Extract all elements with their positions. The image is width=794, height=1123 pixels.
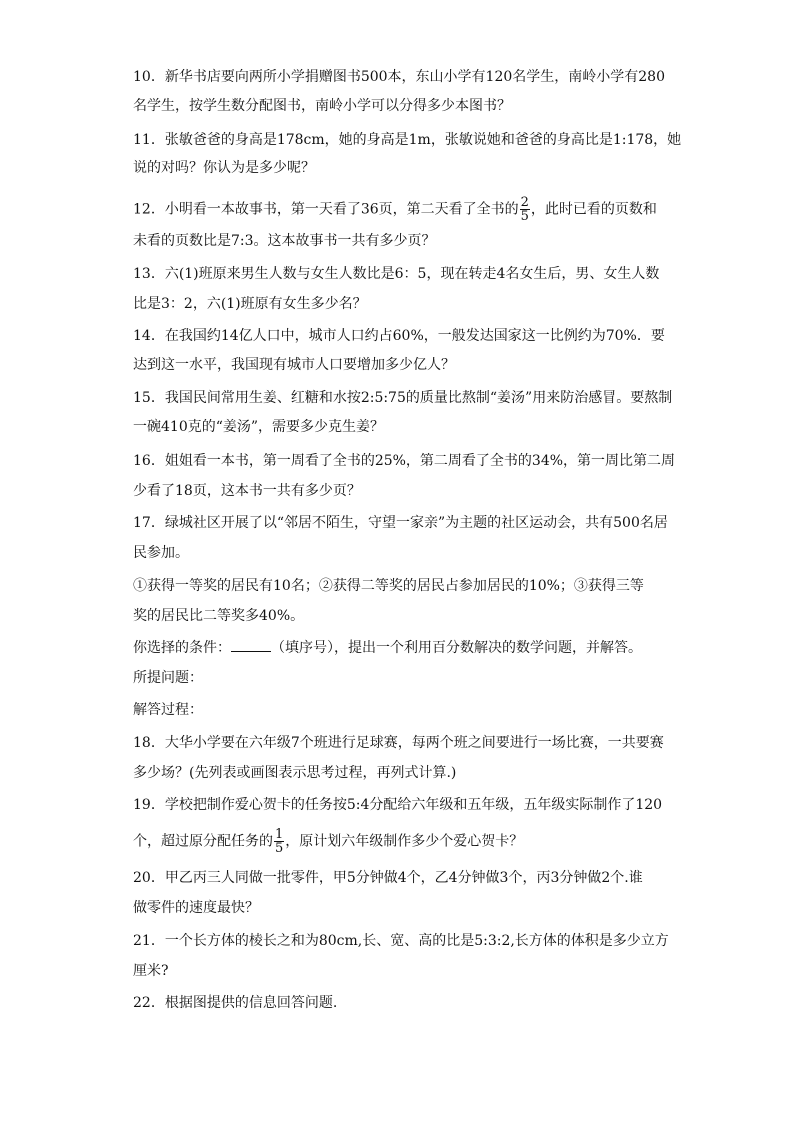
q10-line1: 10．新华书店要向两所小学捐赠图书500本，东山小学有120名学生，南岭小学有280 [133, 69, 665, 85]
q18-line1: 18．大华小学要在六年级7个班进行足球赛，每两个班之间要进行一场比赛，一共要赛 [133, 735, 664, 751]
q20-line2: 做零件的速度最快？ [133, 900, 259, 916]
q17-line1: 17．绿城社区开展了以“邻居不陌生，守望一家亲”为主题的社区运动会，共有500名居 [133, 515, 668, 531]
q17-question-label: 所提问题： [133, 670, 203, 686]
q17-conditions-line1: ①获得一等奖的居民有10名；②获得二等奖的居民占参加居民的10%；③获得三等 [133, 578, 644, 594]
q19-text-after-fraction: ，原计划六年级制作多少个爱心贺卡？ [285, 833, 524, 850]
q12-line1 [133, 196, 673, 223]
q18-line2: 多少场？(先列表或画图表示思考过程，再列式计算.) [133, 765, 457, 781]
q17-answer-blank[interactable] [231, 637, 271, 652]
q15-line1: 15．我国民间常用生姜、红糖和水按2:5:75的质量比熬制“姜汤”用来防治感冒。要熬制 [133, 390, 673, 406]
q17-choice-line [133, 637, 673, 658]
q14-line1: 14．在我国约14亿人口中，城市人口约占60%，一般发达国家这一比例约为70%．要 [133, 328, 665, 344]
q21-line2: 厘米? [133, 963, 169, 979]
q19-line1: 19．学校把制作爱心贺卡的任务按5:4分配给六年级和五年级，五年级实际制作了120 [133, 797, 663, 813]
q12-fraction [520, 196, 530, 223]
q12-fraction-numerator: 2 [520, 195, 529, 210]
q17-conditions-line2: 奖的居民比二等奖多40%。 [133, 608, 305, 624]
q12-text-after-fraction: ，此时已看的页数和 [530, 201, 657, 218]
q10-line2: 名学生，按学生数分配图书，南岭小学可以分得多少本图书？ [133, 98, 511, 114]
q17-choice-instruction: （填序号），提出一个利用百分数解决的数学问题，并解答。 [271, 640, 642, 656]
q20-line1: 20．甲乙丙三人同做一批零件，甲5分钟做4个，乙4分钟做3个，丙3分钟做2个.谁 [133, 870, 643, 886]
q19-line2 [133, 828, 673, 855]
q17-choice-label: 你选择的条件： [133, 640, 231, 656]
q12-text-before-fraction: 12．小明看一本故事书，第一天看了36页，第二天看了全书的 [133, 201, 519, 218]
q11-line2: 说的对吗？你认为是多少呢？ [133, 160, 315, 176]
q13-line2: 比是3：2，六(1)班原有女生多少名？ [133, 296, 367, 312]
q13-line1: 13．六(1)班原来男生人数与女生人数比是6：5，现在转走4名女生后，男、女生人数 [133, 266, 660, 282]
q17-solution-label: 解答过程： [133, 702, 203, 718]
q16-line2: 少看了18页，这本书一共有多少页？ [133, 483, 361, 499]
q14-line2: 达到这一水平，我国现有城市人口要增加多少亿人？ [133, 357, 455, 373]
q16-line1: 16．姐姐看一本书，第一周看了全书的25%，第二周看了全书的34%，第一周比第二周 [133, 453, 676, 469]
q17-line2: 民参加。 [133, 545, 189, 561]
q15-line2: 一碗410克的“姜汤”，需要多少克生姜？ [133, 419, 385, 435]
q21-line1: 21．一个长方体的棱长之和为80cm,长、宽、高的比是5:3:2,长方体的体积是多少立方 [133, 933, 669, 949]
q19-fraction-denominator: 5 [275, 841, 284, 856]
q19-fraction-numerator: 1 [275, 827, 284, 842]
q12-fraction-denominator: 5 [520, 209, 529, 224]
q19-text-before-fraction: 个，超过原分配任务的 [133, 833, 273, 850]
q12-line2: 未看的页数比是7:3。这本故事书一共有多少页？ [133, 233, 436, 249]
q19-fraction [274, 828, 284, 855]
q11-line1: 11．张敏爸爸的身高是178cm，她的身高是1m，张敏说她和爸爸的身高比是1:178，她 [133, 132, 682, 148]
q22-line1: 22．根据图提供的信息回答问题. [133, 995, 338, 1011]
